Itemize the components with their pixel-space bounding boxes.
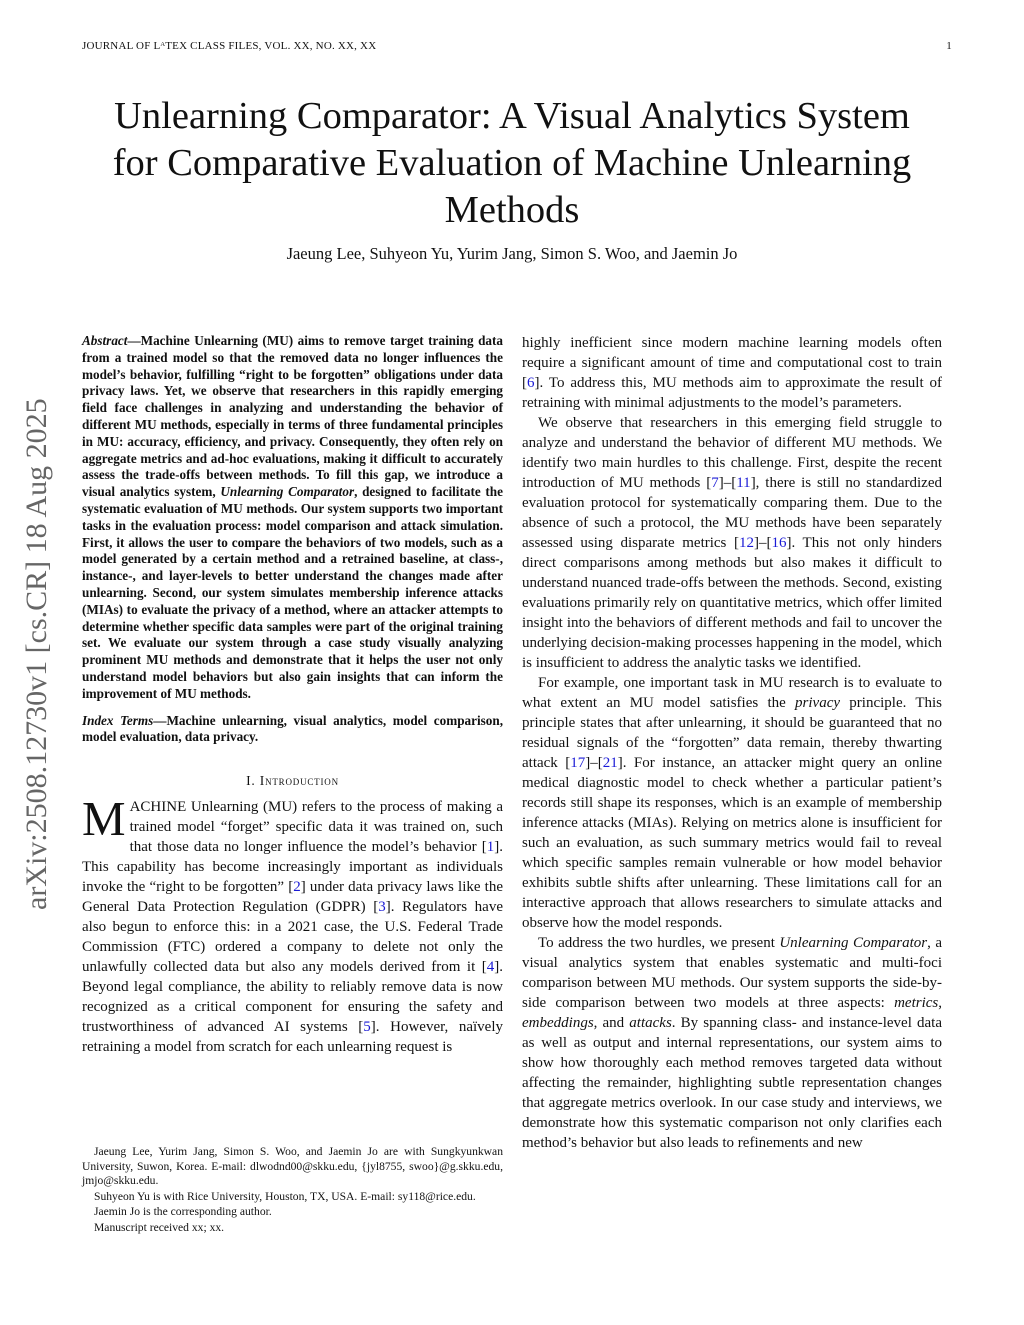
page-number: 1 [946, 40, 952, 52]
body-text: ]. To address this, MU methods aim to approximate the result of retraining with minimal adjustments to the model’s parameters. [522, 375, 942, 411]
intro-text: ]. This capability has become increasingly important as individuals invoke the “right to be forgotten” [ [82, 839, 503, 896]
body-text: To address the two hurdles, we present [538, 935, 780, 951]
footnotes [82, 1145, 503, 1236]
body-text: ]–[ [585, 755, 603, 771]
body-text: ]–[ [753, 535, 772, 551]
body-paragraph [522, 673, 942, 933]
citation-link[interactable]: 2 [293, 879, 301, 896]
citation-link[interactable]: 16 [771, 535, 787, 551]
system-name: Unlearning Comparator [779, 935, 928, 951]
index-terms-lead: Index Terms [82, 712, 154, 728]
citation-link[interactable]: 17 [570, 755, 586, 771]
index-terms [82, 713, 503, 747]
abstract-text: , designed to facilitate the systematic evaluation of MU methods. Our system supports two important tasks in the evaluation process: model comparison and attack simulation. First, it allows the user to compare the behaviors of two models, such as a model generated by a certain method and a retrained baseline, at class-, instance-, and layer-levels to better understand the changes made after unlearning. Second, our system simulates membership inference attacks (MIAs) to evaluate the privacy of a method, where an attacker attempts to determine whether specific data samples were part of the original training set. We evaluate our system through a case study visually analyzing prominent MU methods and demonstrate that it helps the user not only understand model behaviors but also gain insights that can inform the improvement of MU methods. [82, 484, 503, 701]
emphasis: privacy [795, 695, 841, 711]
abstract-lead: Abstract [82, 333, 128, 348]
citation-link[interactable]: 1 [486, 839, 495, 856]
body-text: ]. For instance, an attacker might query an online medical diagnostic model to check whether a particular patient’s records still shape its responses, which is an example of membership inference attacks (MIAs). Relying on metrics alone is insufficient for such an evaluation, as such summary metrics would fail to reveal which specific samples remain vulnerable or how model behavior exhibits subtle shifts after unlearning. These limitations call for an interactive approach that allows researchers to simulate attacks and observe how the model responds. [522, 755, 942, 931]
intro-text: ]. However, naïvely retraining a model from scratch for each unlearning request is [82, 1019, 503, 1056]
citation-link[interactable]: 11 [736, 475, 751, 491]
footnote: Jaeung Lee, Yurim Jang, Simon S. Woo, and Jaemin Jo are with Sungkyunkwan University, Suwon, Korea. E-mail: dlwodnd00@skku.edu, {jyl8755, swoo}@g.skku.edu, jmjo@skku.edu. [82, 1145, 503, 1187]
citation-link[interactable]: 3 [378, 899, 386, 916]
abstract-text: —Machine Unlearning (MU) aims to remove target training data from a trained model so that the removed data no longer influences the model’s behavior, fulfilling “right to be forgotten” obligations under data privacy laws. Yet, we observe that researchers in this rapidly emerging field face challenges in analyzing and understanding the behavior of different MU methods, especially in terms of three fundamental principles in MU: accuracy, efficiency, and privacy. Consequently, they often rely on aggregate metrics and ad-hoc evaluations, making it difficult to accurately assess the trade-offs between methods. To fill this gap, we introduce a visual analytics system, [82, 333, 503, 500]
emphasis: attacks [629, 1015, 672, 1031]
intro-paragraph [82, 791, 504, 1057]
index-terms-text: —Machine unlearning, visual analytics, model comparison, model evaluation, data privacy. [82, 712, 503, 745]
citation-link[interactable]: 6 [527, 375, 535, 391]
citation-link[interactable]: 12 [738, 535, 754, 551]
journal-header: JOURNAL OF LᴬTEX CLASS FILES, VOL. XX, NO. XX, XX [82, 40, 377, 52]
arxiv-stamp[interactable]: arXiv:2508.12730v1 [cs.CR] 18 Aug 2025 [20, 398, 53, 910]
citation-link[interactable]: 21 [602, 755, 618, 771]
body-text: ], there is still no standardized evaluation protocol for systematically comparing them. Due to the absence of such a protocol, the MU methods have been separately assessed using disparate metrics [ [522, 475, 942, 551]
citation-link[interactable]: 7 [711, 475, 719, 491]
citation-link[interactable]: 4 [486, 959, 495, 976]
body-paragraph [522, 413, 942, 673]
title-line: Unlearning Comparator: A Visual Analytics System [114, 95, 910, 137]
body-text: , a visual analytics system that enables systematic and multi-foci comparison between MU methods. Our system supports the side-by-side comparison between two models at three aspects: [522, 935, 943, 1011]
body-text: We observe that researchers in this emerging field struggle to analyze and understand the behavior of different MU methods. We identify two main hurdles to this challenge. First, despite the recent introduction of MU methods [ [522, 415, 942, 491]
author-list: Jaeung Lee, Suhyeon Yu, Yurim Jang, Simon S. Woo, and Jaemin Jo [286, 244, 738, 263]
footnote: Manuscript received xx; xx. [94, 1220, 225, 1234]
body-text: For example, one important task in MU research is to evaluate to what extent an MU model satisfies the [522, 675, 942, 711]
footnote: Suhyeon Yu is with Rice University, Houston, TX, USA. E-mail: sy118@rice.edu. [94, 1189, 476, 1203]
body-text: . By spanning class- and instance-level data as well as output and internal representations, our system aims to show how thoroughly each method removes targeted data without affecting the remainder, highlighting subtle representation changes that aggregate metrics overlook. In our case study and interviews, we demonstrate how this systematic comparison not only clarifies each method’s behavior but also leads to refinements and new [522, 1015, 942, 1151]
section-title: Introduction [259, 773, 339, 789]
right-column [522, 333, 942, 1153]
body-text: ]–[ [718, 475, 737, 491]
section-number: I. [246, 773, 256, 789]
emphasis: metrics [894, 995, 939, 1011]
intro-text: ACHINE Unlearning (MU) refers to the process of making a trained model “forget” specific data it was trained on, such that those data no longer influence the model’s behavior [ [129, 799, 503, 856]
citation-link[interactable]: 5 [363, 1019, 371, 1036]
emphasis: embeddings [522, 1015, 594, 1031]
intro-text: ]. Beyond legal compliance, the ability to reliably remove data is now recognized as a critical component for ensuring the safety and trustworthiness of advanced AI systems [ [82, 959, 503, 1036]
left-column [82, 333, 503, 1057]
title-line: for Comparative Evaluation of Machine Unlearning [112, 142, 912, 184]
title-line: Methods [444, 189, 580, 231]
body-text: highly inefficient since modern machine learning models often require a significant amount of time and computational cost to train [ [522, 335, 942, 391]
system-name: Unlearning Comparator [220, 484, 355, 500]
intro-text: ] under data privacy laws like the General Data Protection Regulation (GDPR) [ [82, 879, 504, 916]
drop-cap: M [82, 791, 126, 847]
footnote: Jaemin Jo is the corresponding author. [94, 1205, 272, 1218]
body-text: , [938, 995, 942, 1011]
body-text: principle. This principle states that after unlearning, it should be guaranteed that no residual signals of the “forgotten” data remain, thereby thwarting attack [ [522, 695, 942, 771]
intro-text: ]. Regulators have also begun to enforce this: in a 2021 case, the U.S. Federal Trade Commission (FTC) ordered a company to delete not only the unlawfully collected data but also any models derived from it [ [82, 899, 503, 976]
body-paragraph [522, 933, 942, 1153]
paper-title [70, 93, 954, 234]
body-text: ]. This not only hinders direct comparisons among methods but also makes it difficult to understand nuanced trade-offs between the methods. Second, existing evaluations primarily rely on quantitative metrics, which offer limited insight into the behaviors of different methods and fail to uncover the underlying decision-making processes happening in the model, which is insufficient to address the analytic tasks we identified. [522, 535, 942, 671]
body-paragraph [522, 333, 942, 413]
section-heading [82, 773, 503, 789]
body-text: , and [593, 1015, 630, 1031]
abstract [82, 333, 503, 703]
